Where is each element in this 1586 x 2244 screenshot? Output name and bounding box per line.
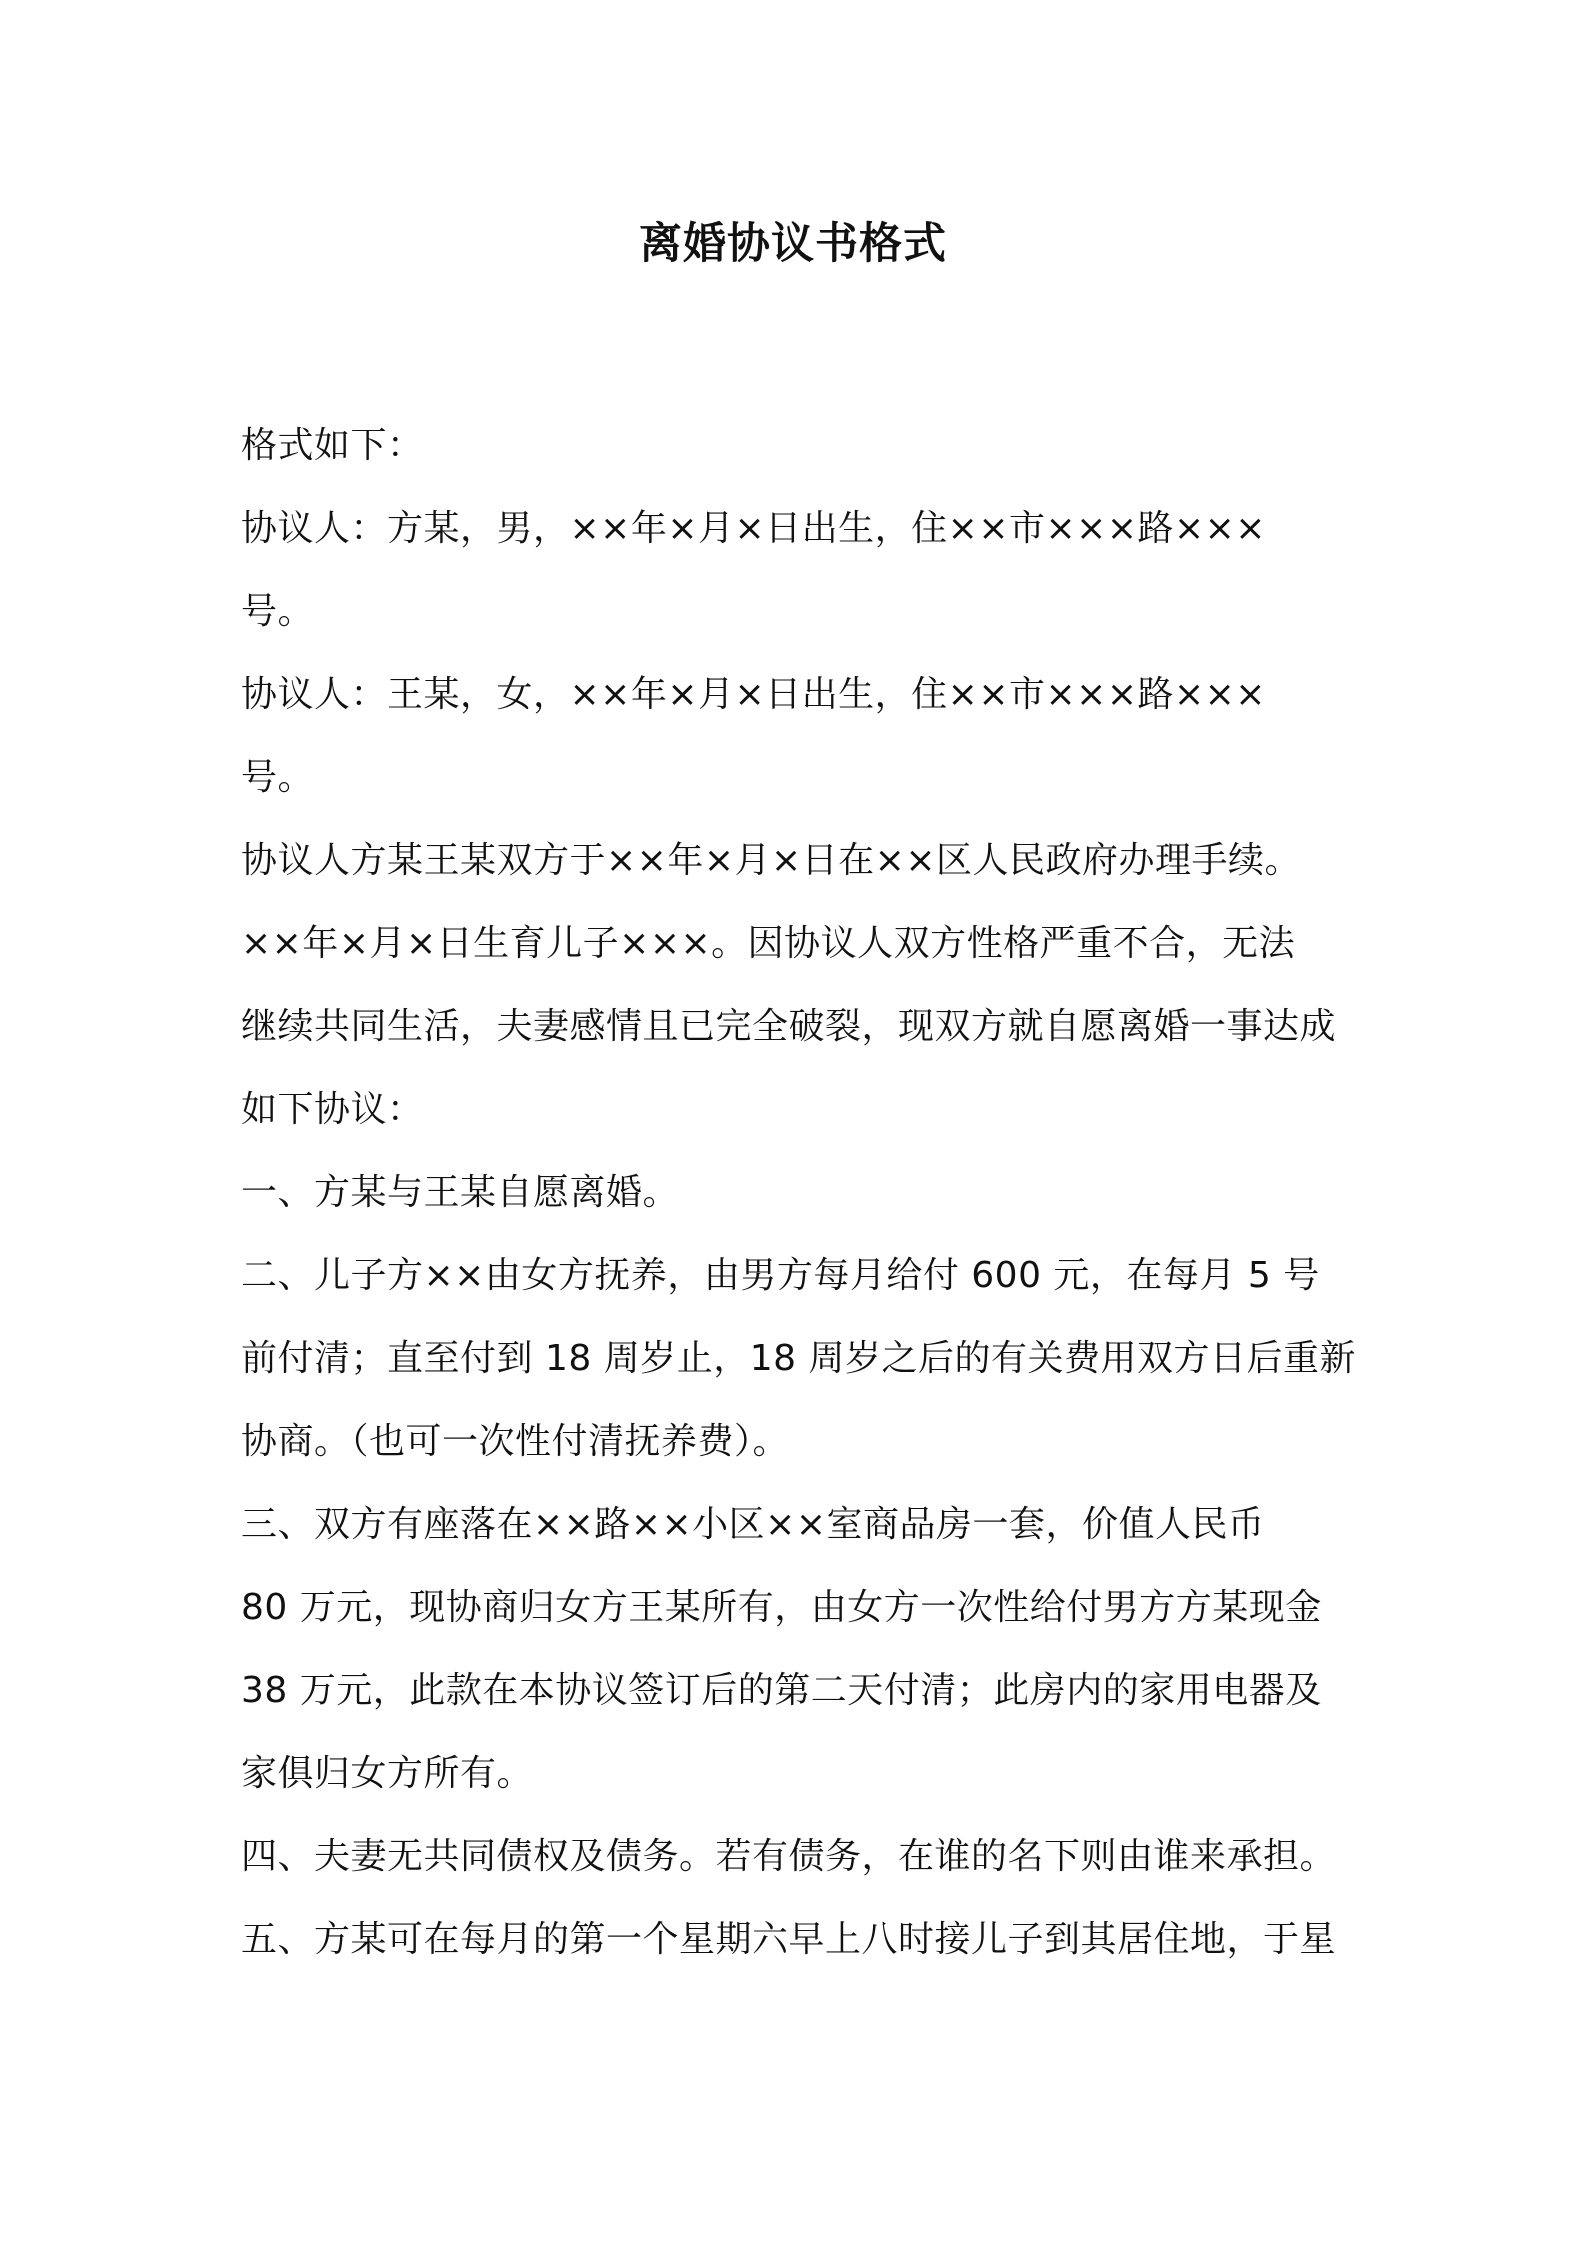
clause-2-cont: 协商。（也可一次性付清抚养费）。 — [241, 1421, 790, 1462]
clause-1: 一、方某与王某自愿离婚。 — [241, 1172, 680, 1213]
body-line-party-fang: 协议人：方某，男，××年×月×日出生，住××市×××路××× — [241, 508, 1266, 549]
body-line-party-wang: 协议人：王某，女，××年×月×日出生，住××市×××路××× — [241, 674, 1266, 715]
document-body — [241, 404, 1361, 1981]
body-line-preamble-3: 继续共同生活，夫妻感情且已完全破裂，现双方就自愿离婚一事达成 — [241, 1006, 1337, 1047]
clause-4: 四、夫妻无共同债权及债务。若有债务，在谁的名下则由谁来承担。 — [241, 1836, 1337, 1877]
clause-3-cont: 家俱归女方所有。 — [241, 1753, 534, 1794]
body-line-preamble-1: 协议人方某王某双方于××年×月×日在××区人民政府办理手续。 — [241, 840, 1301, 881]
body-line-preamble-2: ××年×月×日生育儿子×××。因协议人双方性格严重不合，无法 — [241, 923, 1296, 964]
clause-3: 三、双方有座落在××路××小区××室商品房一套，价值人民币 — [241, 1504, 1265, 1545]
clause-2-cont: 前付清；直至付到 18 周岁止，18 周岁之后的有关费用双方日后重新 — [241, 1338, 1356, 1379]
body-line-party-wang-cont: 号。 — [241, 757, 315, 798]
clause-3-cont: 38 万元，此款在本协议签订后的第二天付清；此房内的家用电器及 — [241, 1670, 1322, 1711]
body-line-format-intro: 格式如下： — [241, 425, 424, 466]
document-title: 离婚协议书格式 — [639, 219, 947, 269]
body-line-party-fang-cont: 号。 — [241, 591, 315, 632]
clause-2: 二、儿子方××由女方抚养，由男方每月给付 600 元，在每月 5 号 — [241, 1255, 1320, 1296]
clause-3-cont: 80 万元，现协商归女方王某所有，由女方一次性给付男方方某现金 — [241, 1587, 1322, 1628]
body-line-preamble-4: 如下协议： — [241, 1089, 424, 1130]
clause-5: 五、方某可在每月的第一个星期六早上八时接儿子到其居住地，于星 — [241, 1919, 1337, 1960]
